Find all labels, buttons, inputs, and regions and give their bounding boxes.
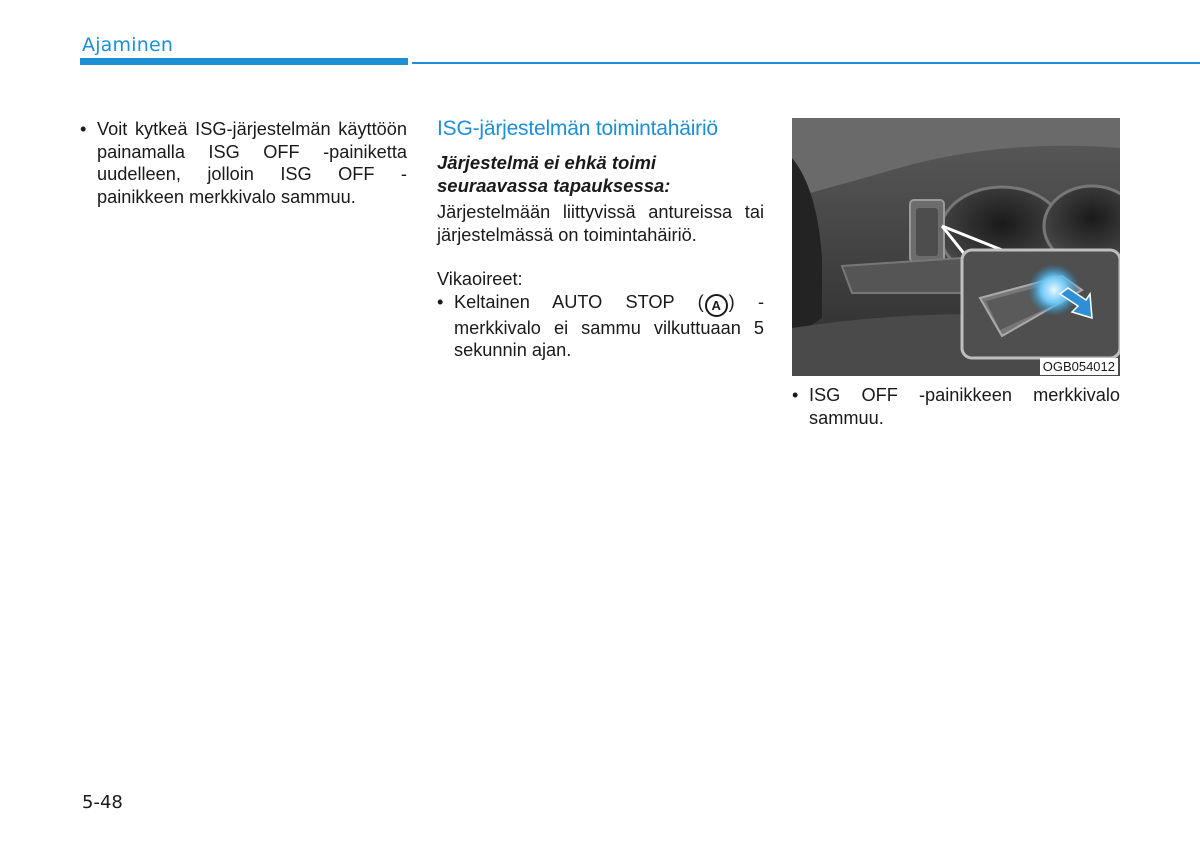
column-right	[792, 118, 1120, 429]
console-photo	[792, 118, 1120, 376]
bullet-text: Voit kytkeä ISG-järjestelmän käyttöön painamalla ISG OFF -painiketta uudelleen, jolloin ISG OFF -painikkeen merkkivalo sammuu.	[97, 119, 407, 207]
console-illustration	[792, 118, 1120, 376]
faults-label: Vikaoireet:	[437, 269, 523, 289]
list-item	[792, 384, 1120, 429]
list-item	[80, 118, 407, 208]
column-middle	[437, 116, 764, 362]
column-left	[80, 118, 407, 208]
sub-heading: Järjestelmä ei ehkä toimi seuraavassa tapauksessa:	[437, 152, 671, 196]
paragraph: Järjestelmään liittyvissä antureissa tai järjestelmässä on toimintahäiriö.	[437, 202, 764, 245]
auto-stop-icon: A	[705, 294, 728, 317]
page-number: 5-48	[82, 792, 123, 813]
list-item	[437, 291, 764, 362]
image-code: OGB054012	[1040, 358, 1118, 375]
fault-text-end: ) -merkkivalo ei sammu vilkuttuaan 5 sekunnin ajan.	[454, 291, 765, 360]
header-section-title: Ajaminen	[82, 34, 174, 56]
section-heading: ISG-järjestelmän toimintahäiriö	[437, 117, 718, 140]
bullet-text: ISG OFF -painikkeen merkkivalo sammuu.	[809, 385, 1120, 428]
header-rule-thin	[412, 62, 1200, 64]
bullet-dot-icon: •	[437, 291, 444, 312]
header-rule-thick	[80, 58, 408, 65]
bullet-dot-icon: •	[80, 119, 87, 139]
fault-text-start: Keltainen AUTO STOP (	[454, 291, 704, 312]
bullet-dot-icon: •	[792, 385, 799, 405]
